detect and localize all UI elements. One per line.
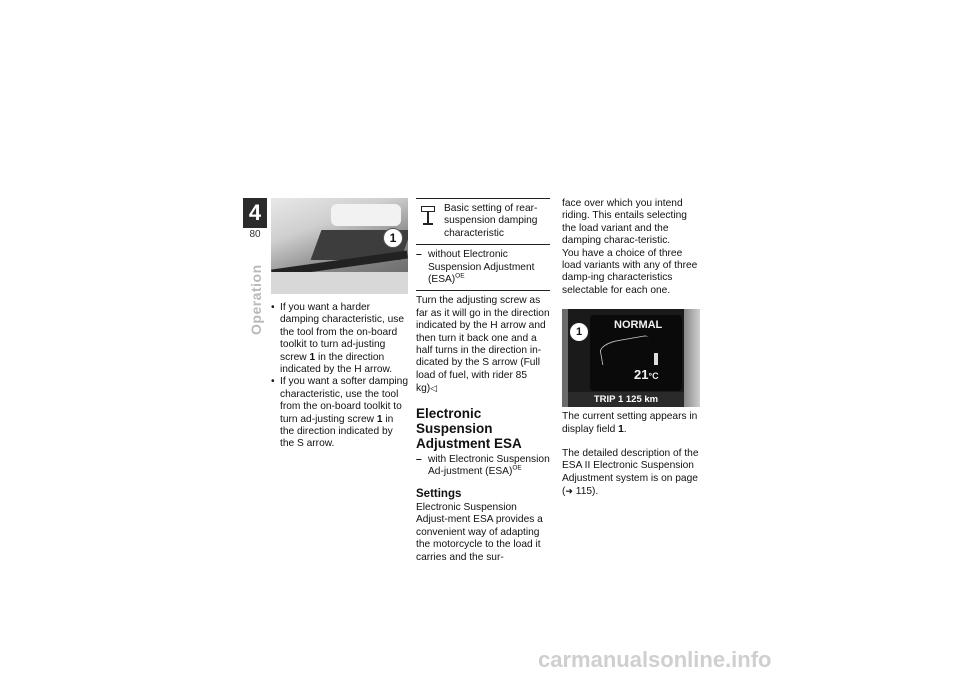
spec-condition: – without Electronic Suspension Adjustment (ESA)$^{OE}$ <box>416 249 550 286</box>
esa-display-photo <box>562 309 700 407</box>
end-mark-icon: ◁ <box>430 383 438 394</box>
display-temperature: 21°C <box>634 367 659 383</box>
chapter-number-tab: 4 <box>243 198 267 228</box>
instruction-list <box>271 302 408 451</box>
column-2 <box>416 198 550 564</box>
site-watermark: carmanualsonline.info <box>538 647 772 672</box>
display-mode-text: NORMAL <box>614 319 663 332</box>
settings-heading: Settings <box>416 487 462 500</box>
esa-heading: Electronic Suspension Adjustment ESA <box>416 405 522 451</box>
display-callout-1: 1 <box>570 323 588 341</box>
column-3 <box>562 198 700 499</box>
section-label: Operation <box>248 264 264 335</box>
damping-screw-photo <box>271 198 408 294</box>
display-trip: TRIP 1 125 km <box>593 394 659 406</box>
paragraph: face over which you intend riding. This entails selecting the load variant and the damping charac-teristic. <box>562 198 687 247</box>
paragraph: The detailed description of the ESA II Electronic Suspension Adjustment system is on page (➜ 115). <box>562 448 699 498</box>
paragraph: You have a choice of three load variants with any of three damp-ing characteristics selectable for each one. <box>562 247 698 296</box>
spec-box-title: Basic setting of rear-suspension damping characteristic <box>416 203 550 240</box>
thermometer-icon <box>654 353 658 365</box>
page-reference-arrow-icon: ➜ <box>565 486 573 497</box>
list-item: • If you want a softer damping characteristic, use the tool from the on-board toolkit to turn ad-justing screw 1 in the direction indicated by the S arrow. <box>271 376 408 450</box>
spec-body: Turn the adjusting screw as far as it will go in the direction indicated by the H arrow and then turn it back one and a half turns in the direction in-dicated by the S arrow (Full load of fuel, with rider 85 kg)◁ <box>416 295 550 395</box>
esa-condition: – with Electronic Suspension Ad-justment (ESA)$^{OE}$ <box>416 454 550 479</box>
paragraph: The current setting appears in display field 1. <box>562 411 698 435</box>
page-reference[interactable]: 115). <box>572 486 599 498</box>
settings-body: Electronic Suspension Adjust-ment ESA provides a convenient way of adapting the motorcycle to the load it carries and the sur- <box>416 501 543 563</box>
wrench-tool-icon <box>421 206 435 226</box>
page-number: 80 <box>249 229 261 240</box>
column-1 <box>271 198 408 451</box>
photo-callout-1: 1 <box>383 228 403 248</box>
list-item: • If you want a harder damping characteristic, use the tool from the on-board toolkit to turn ad-justing screw 1 in the direction indicated by the H arrow. <box>271 302 408 376</box>
